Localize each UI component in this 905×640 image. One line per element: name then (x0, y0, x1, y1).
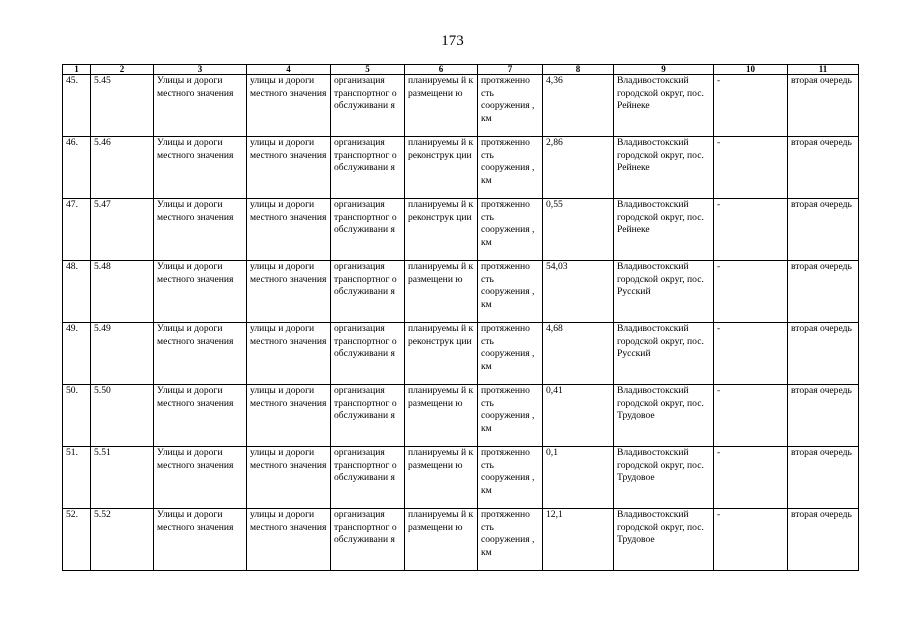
stage-cell: вторая очередь (788, 447, 859, 509)
row-number-cell: 45. (63, 75, 91, 137)
location-cell: Владивостокский городской округ, пос. Русский (614, 261, 714, 323)
table-row (63, 385, 859, 447)
table-row (63, 323, 859, 385)
column-header: 10 (714, 65, 788, 75)
purpose-cell: организация транспортног о обслуживани я (331, 75, 405, 137)
stage-cell: вторая очередь (788, 385, 859, 447)
location-cell: Владивостокский городской округ, пос. Трудовое (614, 447, 714, 509)
purpose-cell: организация транспортног о обслуживани я (331, 137, 405, 199)
status-cell: планируемы й к размещени ю (405, 75, 478, 137)
column-header: 4 (247, 65, 331, 75)
item-code-cell: 5.45 (91, 75, 154, 137)
column-header: 3 (154, 65, 247, 75)
table-row (63, 447, 859, 509)
column-header: 11 (788, 65, 859, 75)
table-row (63, 261, 859, 323)
type-cell: Улицы и дороги местного значения (154, 323, 247, 385)
zone-cell: - (714, 447, 788, 509)
table-row (63, 199, 859, 261)
table-body (63, 75, 859, 571)
purpose-cell: организация транспортног о обслуживани я (331, 261, 405, 323)
status-cell: планируемы й к реконструк ции (405, 199, 478, 261)
column-header: 7 (478, 65, 543, 75)
stage-cell: вторая очередь (788, 137, 859, 199)
stage-cell: вторая очередь (788, 75, 859, 137)
kind-cell: улицы и дороги местного значения (247, 323, 331, 385)
table-row (63, 137, 859, 199)
row-number-cell: 48. (63, 261, 91, 323)
row-number-cell: 49. (63, 323, 91, 385)
type-cell: Улицы и дороги местного значения (154, 75, 247, 137)
value-cell: 12,1 (543, 509, 614, 571)
purpose-cell: организация транспортног о обслуживани я (331, 447, 405, 509)
registry-table (62, 64, 859, 571)
kind-cell: улицы и дороги местного значения (247, 137, 331, 199)
item-code-cell: 5.51 (91, 447, 154, 509)
kind-cell: улицы и дороги местного значения (247, 261, 331, 323)
characteristic-cell: протяженно сть сооружения , км (478, 75, 543, 137)
item-code-cell: 5.46 (91, 137, 154, 199)
type-cell: Улицы и дороги местного значения (154, 447, 247, 509)
row-number-cell: 46. (63, 137, 91, 199)
purpose-cell: организация транспортног о обслуживани я (331, 199, 405, 261)
table-row (63, 75, 859, 137)
value-cell: 0,41 (543, 385, 614, 447)
stage-cell: вторая очередь (788, 261, 859, 323)
zone-cell: - (714, 137, 788, 199)
location-cell: Владивостокский городской округ, пос. Рейнеке (614, 137, 714, 199)
value-cell: 4,68 (543, 323, 614, 385)
characteristic-cell: протяженно сть сооружения , км (478, 385, 543, 447)
value-cell: 54,03 (543, 261, 614, 323)
status-cell: планируемы й к размещени ю (405, 509, 478, 571)
item-code-cell: 5.48 (91, 261, 154, 323)
purpose-cell: организация транспортног о обслуживани я (331, 385, 405, 447)
row-number-cell: 47. (63, 199, 91, 261)
column-header: 9 (614, 65, 714, 75)
stage-cell: вторая очередь (788, 509, 859, 571)
zone-cell: - (714, 261, 788, 323)
characteristic-cell: протяженно сть сооружения , км (478, 509, 543, 571)
location-cell: Владивостокский городской округ, пос. Рейнеке (614, 199, 714, 261)
status-cell: планируемы й к реконструк ции (405, 323, 478, 385)
item-code-cell: 5.52 (91, 509, 154, 571)
row-number-cell: 51. (63, 447, 91, 509)
type-cell: Улицы и дороги местного значения (154, 261, 247, 323)
zone-cell: - (714, 385, 788, 447)
kind-cell: улицы и дороги местного значения (247, 75, 331, 137)
type-cell: Улицы и дороги местного значения (154, 137, 247, 199)
row-number-cell: 50. (63, 385, 91, 447)
kind-cell: улицы и дороги местного значения (247, 447, 331, 509)
page-number: 173 (441, 33, 464, 49)
characteristic-cell: протяженно сть сооружения , км (478, 199, 543, 261)
status-cell: планируемы й к размещени ю (405, 447, 478, 509)
column-header: 5 (331, 65, 405, 75)
location-cell: Владивостокский городской округ, пос. Русский (614, 323, 714, 385)
characteristic-cell: протяженно сть сооружения , км (478, 261, 543, 323)
table-row (63, 509, 859, 571)
kind-cell: улицы и дороги местного значения (247, 509, 331, 571)
type-cell: Улицы и дороги местного значения (154, 385, 247, 447)
stage-cell: вторая очередь (788, 199, 859, 261)
zone-cell: - (714, 323, 788, 385)
item-code-cell: 5.49 (91, 323, 154, 385)
stage-cell: вторая очередь (788, 323, 859, 385)
column-header: 1 (63, 65, 91, 75)
kind-cell: улицы и дороги местного значения (247, 385, 331, 447)
location-cell: Владивостокский городской округ, пос. Рейнеке (614, 75, 714, 137)
type-cell: Улицы и дороги местного значения (154, 199, 247, 261)
column-header: 6 (405, 65, 478, 75)
status-cell: планируемы й к размещени ю (405, 385, 478, 447)
purpose-cell: организация транспортног о обслуживани я (331, 509, 405, 571)
location-cell: Владивостокский городской округ, пос. Трудовое (614, 509, 714, 571)
item-code-cell: 5.47 (91, 199, 154, 261)
value-cell: 4,36 (543, 75, 614, 137)
zone-cell: - (714, 199, 788, 261)
zone-cell: - (714, 75, 788, 137)
purpose-cell: организация транспортног о обслуживани я (331, 323, 405, 385)
row-number-cell: 52. (63, 509, 91, 571)
kind-cell: улицы и дороги местного значения (247, 199, 331, 261)
column-header: 8 (543, 65, 614, 75)
status-cell: планируемы й к размещени ю (405, 261, 478, 323)
header-row (63, 65, 859, 75)
zone-cell: - (714, 509, 788, 571)
value-cell: 0,55 (543, 199, 614, 261)
column-header: 2 (91, 65, 154, 75)
value-cell: 2,86 (543, 137, 614, 199)
characteristic-cell: протяженно сть сооружения , км (478, 137, 543, 199)
location-cell: Владивостокский городской округ, пос. Трудовое (614, 385, 714, 447)
value-cell: 0,1 (543, 447, 614, 509)
characteristic-cell: протяженно сть сооружения , км (478, 323, 543, 385)
item-code-cell: 5.50 (91, 385, 154, 447)
type-cell: Улицы и дороги местного значения (154, 509, 247, 571)
characteristic-cell: протяженно сть сооружения , км (478, 447, 543, 509)
status-cell: планируемы й к реконструк ции (405, 137, 478, 199)
